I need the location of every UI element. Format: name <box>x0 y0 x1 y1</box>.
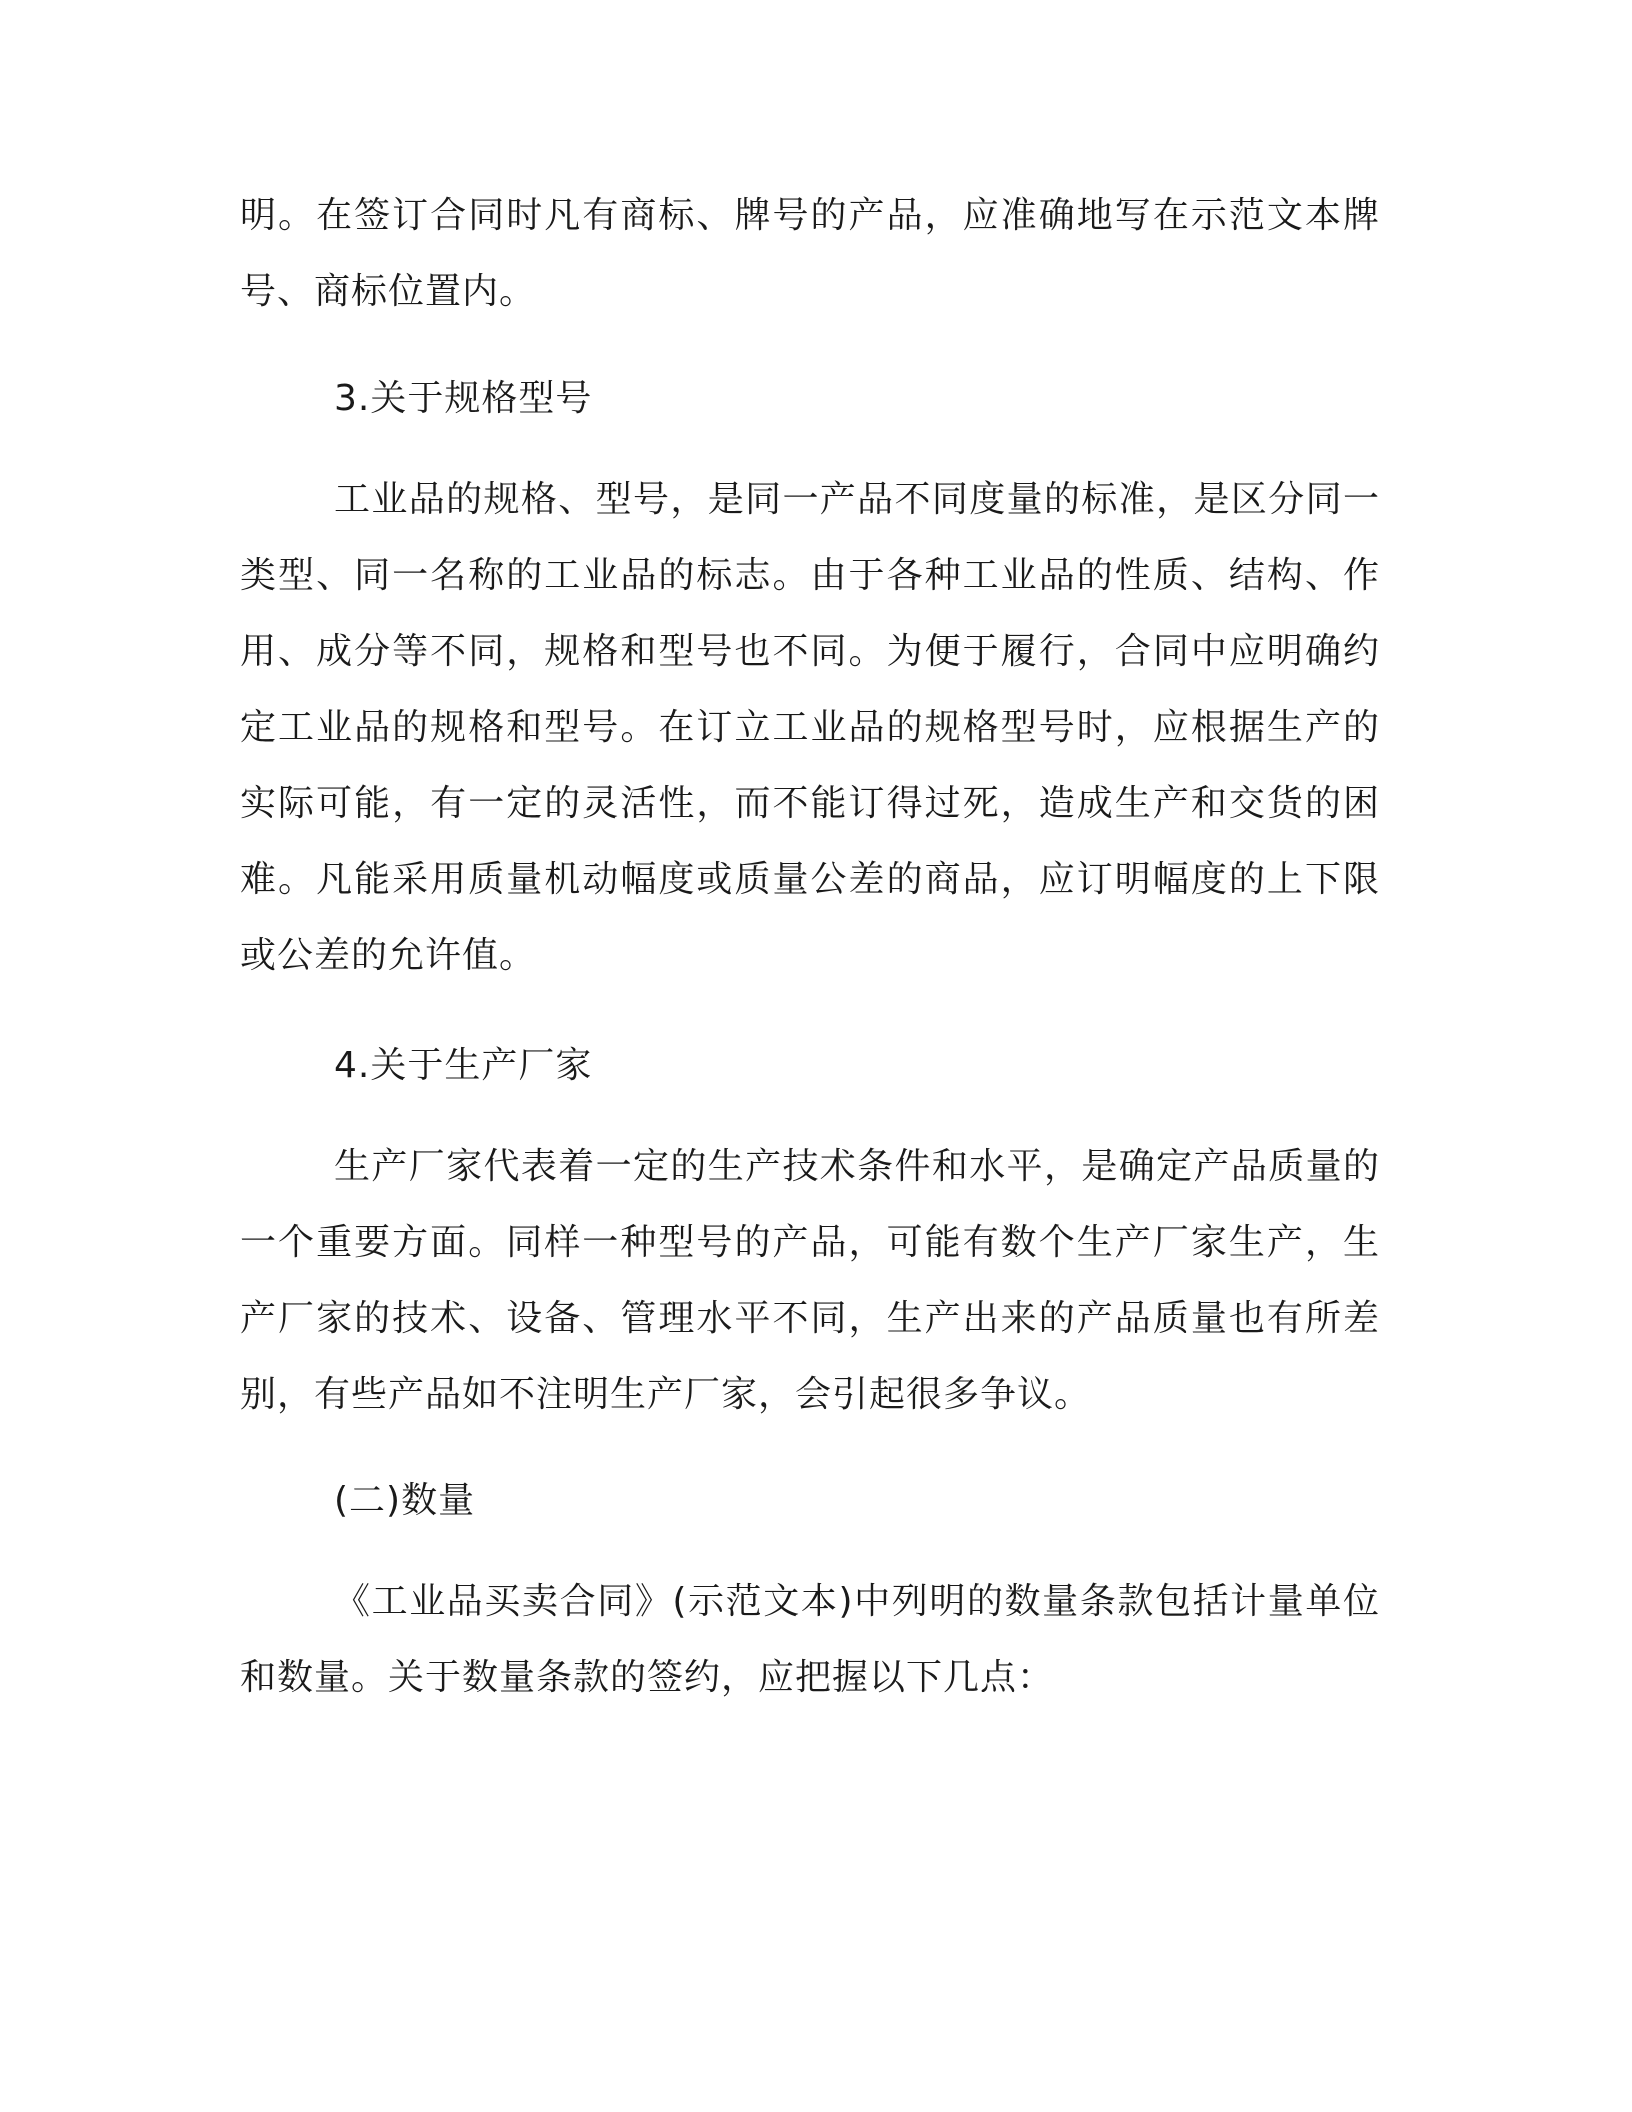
paragraph-manufacturer: 生产厂家代表着一定的生产技术条件和水平，是确定产品质量的一个重要方面。同样一种型号的产品，可能有数个生产厂家生产，生产厂家的技术、设备、管理水平不同，生产出来的产品质量也有所差别，有些产品如不注明生产厂家，会引起很多争议。 <box>240 1146 1380 1415</box>
heading-quantity: (二)数量 <box>334 1480 476 1521</box>
heading-manufacturer: 4.关于生产厂家 <box>334 1045 593 1086</box>
paragraph-continuation: 明。在签订合同时凡有商标、牌号的产品，应准确地写在示范文本牌号、商标位置内。 <box>240 195 1380 312</box>
paragraph-quantity: 《工业品买卖合同》(示范文本)中列明的数量条款包括计量单位和数量。关于数量条款的签约，应把握以下几点： <box>240 1581 1380 1698</box>
paragraph-specifications: 工业品的规格、型号，是同一产品不同度量的标准，是区分同一类型、同一名称的工业品的标志。由于各种工业品的性质、结构、作用、成分等不同，规格和型号也不同。为便于履行，合同中应明确约定工业品的规格和型号。在订立工业品的规格型号时，应根据生产的实际可能，有一定的灵活性，而不能订得过死，造成生产和交货的困难。凡能采用质量机动幅度或质量公差的商品，应订明幅度的上下限或公差的允许值。 <box>240 479 1380 976</box>
heading-specifications: 3.关于规格型号 <box>334 378 593 419</box>
